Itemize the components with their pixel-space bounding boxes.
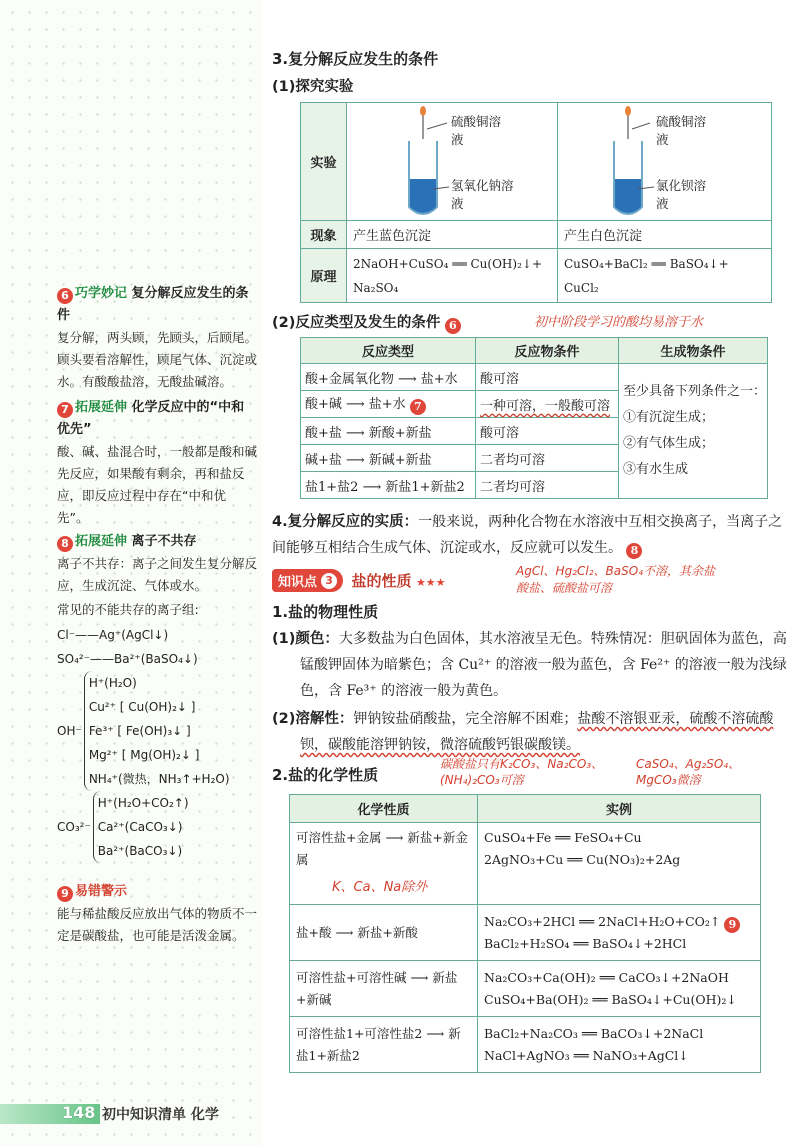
salt-example-cell	[478, 823, 761, 905]
sidebar-content	[57, 283, 257, 949]
section-4	[272, 509, 792, 561]
solubility-body-2: 盐酸不溶银亚汞，硫酸不溶硫酸钡，碳酸能溶钾钠铵，	[300, 711, 774, 753]
tip-7-body: 酸、碱、盐混合时，一般都是酸和碱先反应，如果酸有剩余，再和盐反应，即反应过程中存在“中和优先”。	[57, 444, 258, 525]
salt-example: CuSO₄+Ba(OH)₂ ══ BaSO₄↓+Cu(OH)₂↓	[484, 991, 737, 1007]
salt-example: Na₂CO₃+2HCl ══ 2NaCl+H₂O+CO₂↑	[484, 913, 721, 929]
ion-co3-item: Ba²⁺(BaCO₃↓)	[97, 844, 183, 858]
salt-example: CuSO₄+Fe ══ FeSO₄+Cu	[484, 830, 642, 845]
product-line: 至少具备下列条件之一：	[623, 384, 767, 399]
ion-co3-label: CO₃²⁻	[57, 820, 91, 834]
tube-1-bottom-label: 氢氧化钠溶液	[451, 178, 514, 211]
note-acid-soluble: 初中阶段学习的酸均易溶于水	[534, 315, 704, 330]
equation-2a: CuSO₄+BaCl₂ ══ BaSO₄↓+	[564, 256, 729, 271]
ion-oh-label: OH⁻	[57, 724, 82, 738]
chem-title-row	[272, 758, 792, 790]
note-micro-soluble: CaSO₄、Ag₂SO₄、MgCO₃微溶	[636, 757, 741, 787]
solubility-body-1: 钾钠铵盐硝酸盐，完全溶解不困难；	[353, 711, 578, 727]
kp-stars: ★★★	[415, 576, 446, 589]
footer-title: 初中知识清单 化学	[102, 1107, 219, 1123]
principle-2	[558, 249, 772, 303]
phenomenon-1: 产生蓝色沉淀	[347, 221, 558, 249]
ion-oh-item: H⁺(H₂O)	[88, 676, 137, 690]
tip-6-tag: 巧学妙记	[75, 286, 128, 301]
salt-example-cell	[478, 961, 761, 1017]
react-badge-7: 7	[410, 399, 426, 415]
section-4-badge: 8	[626, 543, 642, 559]
tip-7-title	[57, 397, 257, 441]
ion-oh-item: NH₄⁺(微热，NH₃↑+H₂O)	[88, 772, 230, 786]
salt-chem-table	[289, 794, 761, 1073]
chemical-title: 2.盐的化学性质	[272, 766, 379, 784]
ion-co3-group	[57, 791, 257, 863]
react-type: 碱+盐 ⟶ 新碱+新盐	[301, 445, 476, 472]
tip-7-heading: 化学反应中的“中和优先”	[57, 400, 245, 437]
solubility-label: (2)溶解性：	[272, 711, 354, 727]
react-header: 反应类型	[301, 338, 476, 364]
salt-example-line	[484, 911, 754, 933]
salt-example: 2AgNO₃+Cu ══ Cu(NO₃)₂+2Ag	[484, 852, 681, 867]
ion-co3-list	[93, 791, 189, 863]
tube-2-bottom-label: 氯化钡溶液	[656, 178, 707, 211]
section-3-title: 3.复分解反应发生的条件	[272, 50, 439, 68]
kp-number: 3	[321, 573, 337, 589]
salt-prop: 盐+酸 ⟶ 新盐+新酸	[290, 905, 478, 961]
ion-oh-item: Mg²⁺ [ Mg(OH)₂↓ ]	[88, 748, 200, 762]
exp-row-label: 现象	[301, 221, 347, 249]
salt-prop-cell	[290, 823, 478, 905]
ion-oh-item: Fe³⁺ [ Fe(OH)₃↓ ]	[88, 724, 191, 738]
solubility-paragraph	[272, 706, 792, 758]
page-number: 148	[62, 1103, 96, 1122]
react-type: 酸+盐 ⟶ 新酸+新盐	[301, 418, 476, 445]
section-4-body: 一般来说，两种化合物在水溶液中互相交换离子，当离子之间能够互相结合生成气体、沉淀或水，反应就可以发生。	[272, 514, 783, 556]
principle-1	[347, 249, 558, 303]
section-4-label: 4.复分解反应的实质：	[272, 514, 419, 530]
color-body: 大多数盐为白色固体，其水溶液呈无色。特殊情况：胆矾固体为蓝色，高锰酸钾固体为暗紫色；含 Cu²⁺ 的溶液一般为蓝色，含 Fe²⁺ 的溶液一般为浅绿色，含 Fe³⁺ 的溶液一般为黄色。	[300, 631, 787, 699]
phenomenon-2: 产生白色沉淀	[558, 221, 772, 249]
experiment-table	[300, 102, 772, 303]
equation-2b: CuCl₂	[564, 280, 599, 295]
exp-cell-2	[558, 103, 772, 221]
physical-title: 1.盐的物理性质	[272, 603, 379, 621]
equation-1b: Na₂SO₄	[353, 280, 399, 295]
react-cond-cell	[476, 391, 619, 418]
kp-title: 盐的性质	[351, 572, 412, 590]
ion-co3-item: Ca²⁺(CaCO₃↓)	[97, 820, 183, 834]
knowledge-point-row	[272, 564, 792, 597]
exp-cell-1	[347, 103, 558, 221]
tip-8-tag: 拓展延伸	[75, 534, 128, 549]
kp-label: 知识点	[278, 575, 318, 590]
section-3-1-title: (1)探究实验	[272, 79, 354, 95]
knowledge-point-badge	[272, 569, 343, 592]
section-3-2-badge: 6	[445, 318, 461, 334]
salt-prop: 可溶性盐+金属 ⟶ 新盐+新金属	[296, 830, 468, 867]
note-carbonate: 碳酸盐只有K₂CO₃、Na₂CO₃、(NH₄)₂CO₃可溶	[440, 757, 604, 787]
react-cond: 酸可溶	[476, 364, 619, 391]
ion-so4: SO₄²⁻——Ba²⁺(BaSO₄↓)	[57, 652, 198, 666]
tip-6-heading: 复分解反应发生的条件	[57, 286, 249, 323]
salt-header: 化学性质	[290, 795, 478, 823]
tip-9-tag: 易错警示	[75, 884, 128, 899]
tube-1-top-label: 硫酸铜溶液	[451, 114, 502, 147]
tip-9-badge: 9	[57, 886, 73, 902]
ion-cl: Cl⁻——Ag⁺(AgCl↓)	[57, 628, 169, 642]
exp-row-label: 实验	[301, 103, 347, 221]
salt-example: BaCl₂+Na₂CO₃ ══ BaCO₃↓+2NaCl	[484, 1025, 704, 1041]
solubility-body-3: 微溶硫酸钙银碳酸镁。	[440, 737, 580, 753]
react-cond: 二者均可溶	[476, 445, 619, 472]
react-type-cell	[301, 391, 476, 418]
ion-oh-list	[84, 671, 230, 791]
main-content	[272, 48, 792, 1073]
tip-8-body-2: 常见的不能共存的离子组:	[57, 602, 199, 617]
note-metal-exception: K、Ca、Na除外	[332, 880, 428, 895]
tip-8-badge: 8	[57, 536, 73, 552]
salt-example: NaCl+AgNO₃ ══ NaNO₃+AgCl↓	[484, 1047, 689, 1063]
react-header: 生成物条件	[619, 338, 768, 364]
salt-badge-9: 9	[724, 917, 740, 933]
section-3-2-row	[272, 311, 792, 337]
react-type: 酸+碱 ⟶ 盐+水	[305, 397, 406, 412]
color-label: (1)颜色：	[272, 631, 339, 647]
react-cond: 二者均可溶	[476, 472, 619, 499]
tip-8-title	[57, 531, 257, 553]
react-type: 盐1+盐2 ⟶ 新盐1+新盐2	[301, 472, 476, 499]
tip-7-tag: 拓展延伸	[75, 400, 128, 415]
product-line: ②有气体生成；	[623, 436, 715, 451]
color-paragraph	[272, 626, 792, 704]
product-line: ③有水生成	[623, 462, 689, 477]
equation-1a: 2NaOH+CuSO₄ ══ Cu(OH)₂↓+	[353, 256, 542, 271]
salt-example-cell	[478, 905, 761, 961]
salt-header: 实例	[478, 795, 761, 823]
salt-example: Na₂CO₃+Ca(OH)₂ ══ CaCO₃↓+2NaOH	[484, 969, 729, 985]
tip-7-badge: 7	[57, 402, 73, 418]
salt-prop: 可溶性盐1+可溶性盐2 ⟶ 新盐1+新盐2	[290, 1017, 478, 1073]
note-agcl: AgCl、Hg₂Cl₂、BaSO₄不溶，其余盐酸盐、硫酸盐可溶	[516, 564, 715, 595]
react-cond: 一种可溶，一般酸可溶	[480, 398, 611, 414]
reaction-type-table	[300, 337, 768, 499]
react-type: 酸+金属氧化物 ⟶ 盐+水	[301, 364, 476, 391]
ion-oh-item: Cu²⁺ [ Cu(OH)₂↓ ]	[88, 700, 196, 714]
tip-6-badge: 6	[57, 288, 73, 304]
react-cond: 酸可溶	[476, 418, 619, 445]
tip-8-body: 离子不共存：离子之间发生复分解反应，生成沉淀、气体或水。	[57, 556, 258, 593]
product-condition	[619, 364, 768, 499]
tip-9-title	[57, 881, 257, 903]
product-line: ①有沉淀生成；	[623, 410, 715, 425]
react-header: 反应物条件	[476, 338, 619, 364]
ion-oh-group	[57, 671, 257, 791]
salt-example-cell	[478, 1017, 761, 1073]
salt-prop: 可溶性盐+可溶性碱 ⟶ 新盐+新碱	[290, 961, 478, 1017]
section-3-2-title: (2)反应类型及发生的条件	[272, 315, 441, 331]
tip-9-body: 能与稀盐酸反应放出气体的物质不一定是碳酸盐，也可能是活泼金属。	[57, 906, 258, 943]
tip-6-title	[57, 283, 257, 327]
ion-co3-item: H⁺(H₂O+CO₂↑)	[97, 796, 189, 810]
exp-row-label: 原理	[301, 249, 347, 303]
tip-6-body: 复分解，两头顾，先顾头，后顾尾。顾头要看溶解性，顾尾气体、沉淀或水。有酸酸盐溶，无酸盐碱溶。	[57, 330, 258, 389]
tip-8-heading: 离子不共存	[131, 534, 197, 549]
salt-example: BaCl₂+H₂SO₄ ══ BaSO₄↓+2HCl	[484, 935, 687, 951]
tube-2-top-label: 硫酸铜溶液	[656, 114, 707, 147]
